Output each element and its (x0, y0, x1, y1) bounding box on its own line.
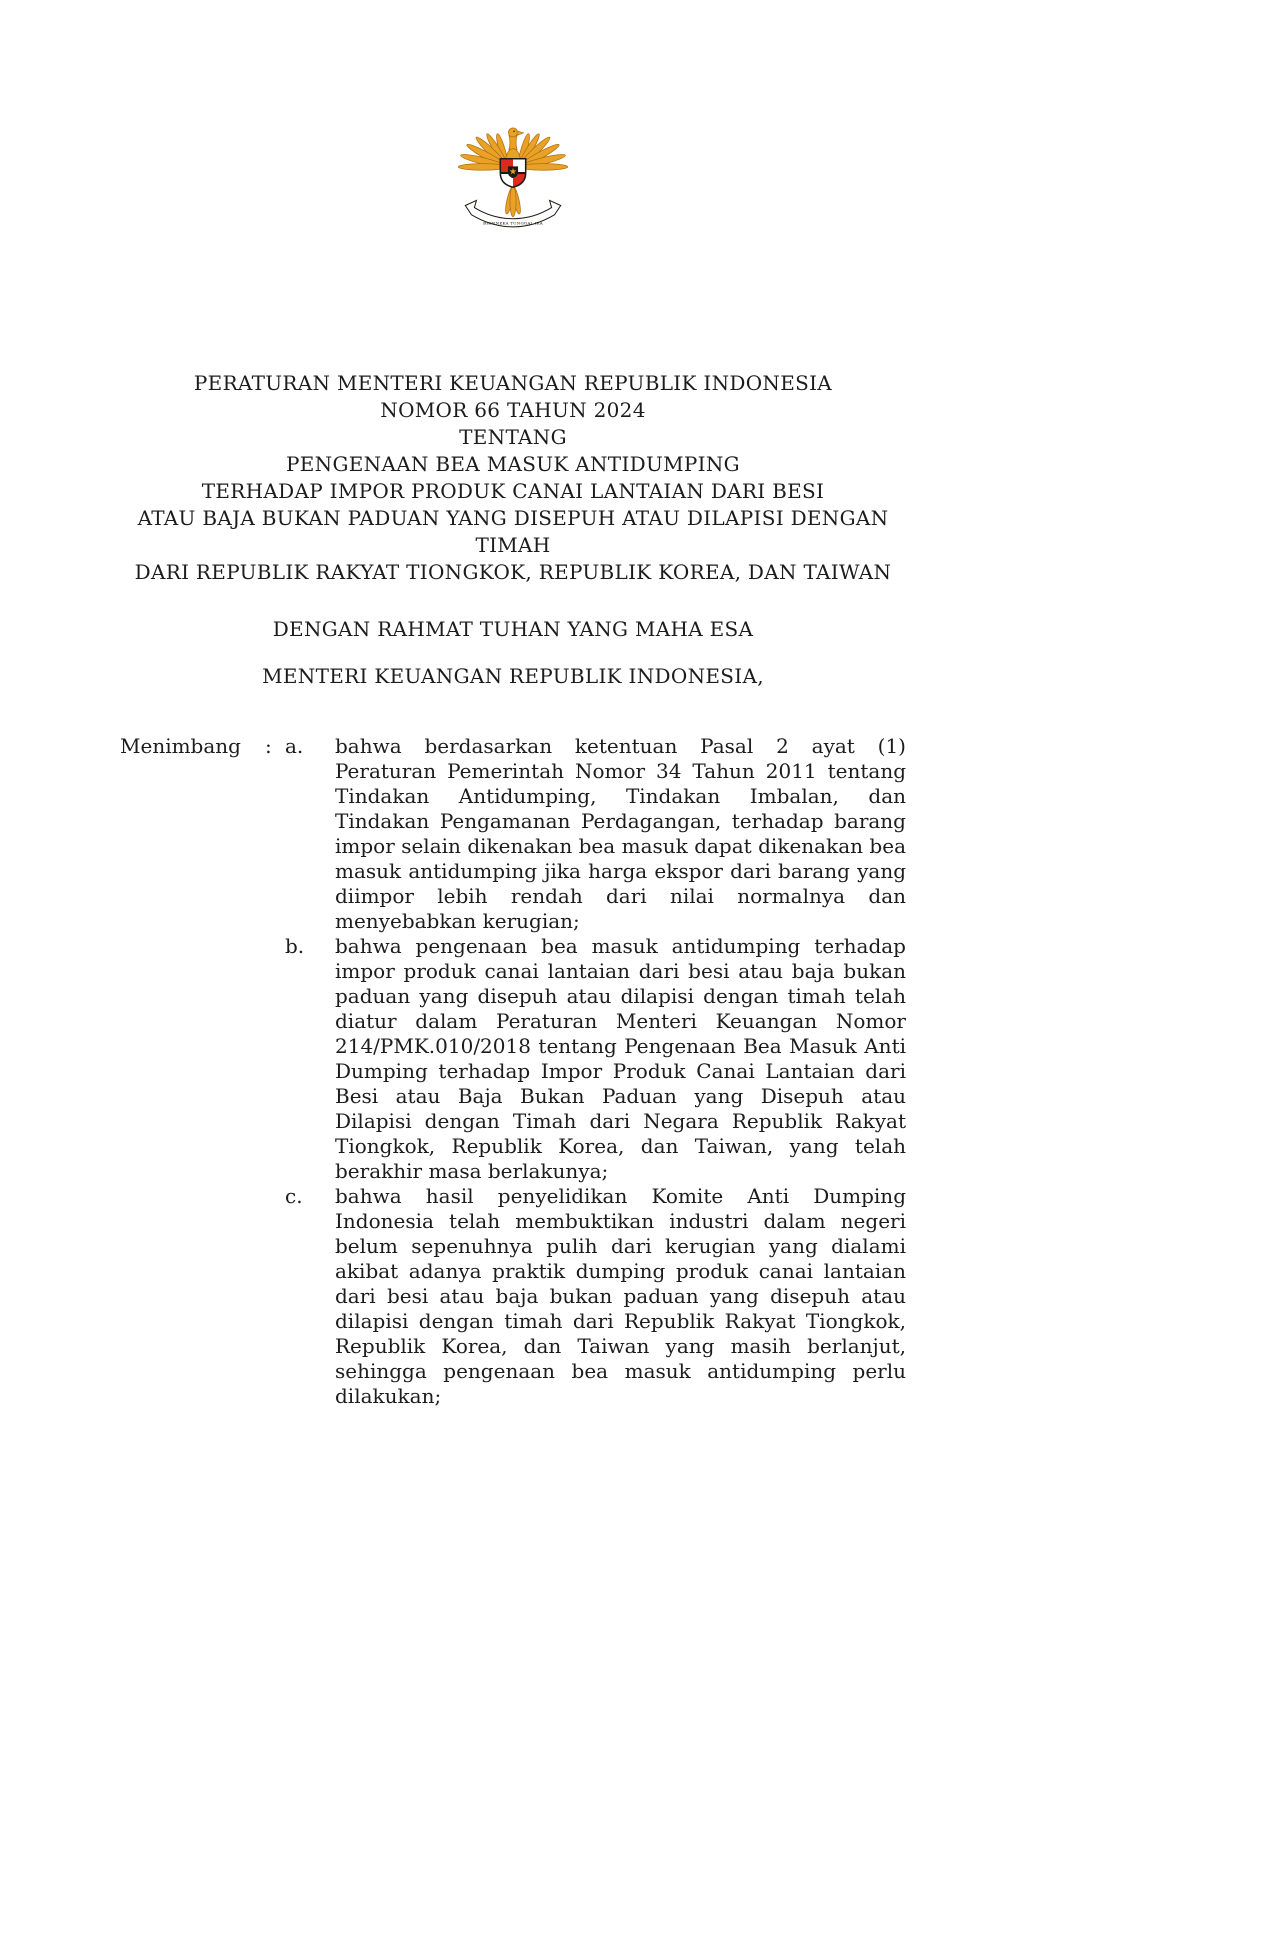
consideration-item-a: bahwa berdasarkan ketentuan Pasal 2 ayat (1) Peraturan Pemerintah Nomor 34 Tahun 2011 tentang Tindakan Antidumping, Tindakan Imbalan, dan Tindakan Pengamanan Perdagangan, terhadap barang impor selain dikenakan bea masuk dapat dikenakan bea masuk antidumping jika harga ekspor dari barang yang diimpor lebih rendah dari nilai normalnya dan menyebabkan kerugian; (335, 734, 906, 933)
item-marker-a: a. (285, 734, 304, 758)
authority-line: MENTERI KEUANGAN REPUBLIK INDONESIA, (262, 664, 764, 688)
garuda-pancasila-emblem (452, 106, 574, 238)
pancasila-shield-icon (500, 159, 525, 187)
title-line-subject-1: PENGENAAN BEA MASUK ANTIDUMPING (286, 452, 740, 476)
considerations-section (120, 734, 906, 1409)
item-marker-b: b. (285, 934, 305, 958)
document-content (120, 0, 906, 1409)
consideration-item-c: bahwa hasil penyelidikan Komite Anti Dumping Indonesia telah membuktikan industri dalam negeri belum sepenuhnya pulih dari kerugian yang dialami akibat adanya praktik dumping produk canai lantaian dari besi atau baja bukan paduan yang disepuh atau dilapisi dengan timah dari Republik Rakyat Tiongkok, Republik Korea, dan Taiwan yang masih berlanjut, sehingga pengenaan bea masuk antidumping perlu dilakukan; (335, 1184, 906, 1408)
consideration-row-b (120, 934, 906, 1184)
neck (509, 135, 517, 149)
title-line-number: NOMOR 66 TAHUN 2024 (380, 398, 646, 422)
title-line-regulation: PERATURAN MENTERI KEUANGAN REPUBLIK INDONESIA (193, 371, 833, 395)
consideration-item-b: bahwa pengenaan bea masuk antidumping terhadap impor produk canai lantaian dari besi atau baja bukan paduan yang disepuh atau dilapisi dengan timah telah diatur dalam Peraturan Menteri Keuangan Nomor 214/PMK.010/2018 tentang Pengenaan Bea Masuk Anti Dumping terhadap Impor Produk Canai Lantaian dari Besi atau Baja Bukan Paduan yang Disepuh atau Dilapisi dengan Timah dari Negara Republik Rakyat Tiongkok, Republik Korea, dan Taiwan, yang telah berakhir masa berlakunya; (335, 934, 906, 1183)
title-line-subject-3: ATAU BAJA BUKAN PADUAN YANG DISEPUH ATAU DILAPISI DENGAN TIMAH (137, 506, 889, 557)
document-title-block (120, 370, 906, 586)
head-icon (508, 128, 523, 137)
title-line-subject-2: TERHADAP IMPOR PRODUK CANAI LANTAIAN DARI BESI (201, 479, 825, 503)
invocation-line: DENGAN RAHMAT TUHAN YANG MAHA ESA (272, 617, 754, 641)
menimbang-label: Menimbang (120, 734, 241, 758)
item-marker-c: c. (285, 1184, 303, 1208)
title-line-tentang: TENTANG (459, 425, 567, 449)
consideration-row-c (120, 1184, 906, 1409)
emblem-motto: BHINNEKA TUNGGAL IKA (483, 220, 543, 226)
tail-feathers-icon (504, 186, 522, 217)
garuda-pancasila-svg (452, 106, 574, 238)
consideration-row-a (120, 734, 906, 934)
title-line-subject-4: DARI REPUBLIK RAKYAT TIONGKOK, REPUBLIK KOREA, DAN TAIWAN (134, 560, 892, 584)
colon-separator: : (265, 734, 272, 758)
